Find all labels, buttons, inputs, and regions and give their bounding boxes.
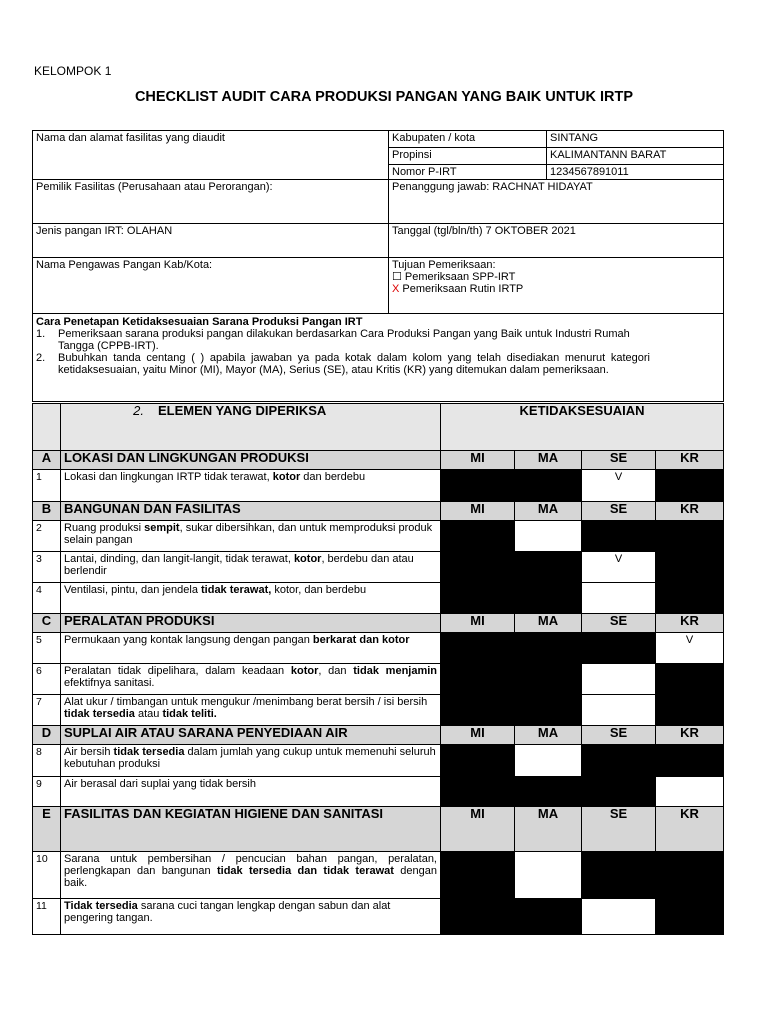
section-header: [33, 807, 724, 852]
item-text-bold: berkarat dan kotor: [312, 634, 410, 646]
cell-na: [441, 470, 515, 502]
item-text: [61, 470, 441, 502]
item-text-part: , sukar dibersihkan, dan untuk memproduksi produk selain pangan: [64, 522, 433, 546]
checklist-row: [33, 470, 724, 502]
item-text: [61, 899, 441, 935]
checklist-row: [33, 899, 724, 935]
col-kr: KR: [656, 726, 724, 745]
kabupaten-value[interactable]: SINTANG: [547, 131, 724, 148]
col-kr: KR: [656, 807, 724, 852]
col-kr: KR: [656, 451, 724, 470]
check-mark: V: [614, 471, 623, 483]
section-header: [33, 614, 724, 633]
header-elemen-label: ELEMEN YANG DIPERIKSA: [158, 403, 327, 418]
item-text-bold: tidak terawat,: [201, 584, 272, 596]
item-number: 3: [33, 552, 61, 583]
tujuan-label: Tujuan Pemeriksaan:: [392, 259, 496, 271]
item-number: 8: [33, 745, 61, 777]
facility-label-cell: [33, 131, 389, 180]
propinsi-value[interactable]: KALIMANTANN BARAT: [547, 148, 724, 165]
cara-item-2: [36, 352, 720, 376]
checklist-row: [33, 552, 724, 583]
item-text-bold: kotor: [290, 665, 319, 677]
col-mi: MI: [441, 451, 515, 470]
item-text: [61, 695, 441, 726]
col-ma: MA: [515, 614, 582, 633]
section-letter: B: [33, 502, 61, 521]
cell-na: [441, 521, 515, 552]
item-text: [61, 552, 441, 583]
cara-item-1-text: Pemeriksaan sarana produksi pangan dilakukan berdasarkan Cara Produksi Pangan yang Baik untuk Industri Rumah Tangga (CPPB-IRT).: [58, 328, 630, 352]
item-text-part: Ruang produksi: [64, 522, 145, 534]
cell-na: [515, 664, 582, 695]
cara-item-1-num: 1.: [36, 328, 46, 340]
item-text: [61, 852, 441, 899]
pirt-value[interactable]: 1234567891011: [547, 165, 724, 180]
cara-item-2-text: Bubuhkan tanda centang ( ) apabila jawaban ya pada kotak dalam kolom yang telah disediakan menurut kategori ketidaksesuaian, yaitu Minor (MI), Mayor (MA), Serius (SE), atau Kritis (KR) yang ditemukan dalam pemeriksaan.: [58, 352, 650, 376]
item-text-bold: tidak menjamin: [353, 665, 438, 677]
item-text-bold: Tidak tersedia: [64, 900, 138, 912]
item-number: 7: [33, 695, 61, 726]
section-title: BANGUNAN DAN FASILITAS: [61, 502, 441, 521]
checklist-table: [32, 403, 724, 935]
check-mark: V: [614, 553, 623, 565]
cell-na: [515, 470, 582, 502]
kabupaten-label: Kabupaten / kota: [389, 131, 547, 148]
cell-na: [656, 695, 724, 726]
cell-na: [441, 899, 515, 935]
checklist-row: [33, 664, 724, 695]
item-text: [61, 521, 441, 552]
facility-info-table: [32, 130, 724, 402]
item-text-part: Lokasi dan lingkungan IRTP tidak terawat,: [64, 471, 273, 483]
cara-item-2-num: 2.: [36, 352, 46, 364]
penanggung-jawab[interactable]: Penanggung jawab: RACHNAT HIDAYAT: [389, 180, 724, 224]
check-mark: V: [685, 634, 694, 646]
section-title: LOKASI DAN LINGKUNGAN PRODUKSI: [61, 451, 441, 470]
item-text-part: kotor, dan berdebu: [271, 584, 367, 596]
propinsi-label: Propinsi: [389, 148, 547, 165]
item-text-part: Permukaan yang kontak langsung dengan pangan: [64, 634, 313, 646]
tujuan-option-rutin-label: Pemeriksaan Rutin IRTP: [399, 283, 524, 295]
cell-na: [441, 552, 515, 583]
cell-na: [441, 852, 515, 899]
item-text-bold: tidak teliti.: [162, 708, 217, 720]
cell-na: [582, 633, 656, 664]
section-title: PERALATAN PRODUKSI: [61, 614, 441, 633]
cara-penetapan: [33, 314, 724, 402]
section-letter: A: [33, 451, 61, 470]
item-text-part: Peralatan tidak dipelihara, dalam keadaan: [64, 665, 291, 677]
item-text-bold: tidak tersedia: [64, 708, 135, 720]
item-number: 6: [33, 664, 61, 695]
header-elemen: [61, 404, 441, 451]
col-mi: MI: [441, 726, 515, 745]
jenis-pangan[interactable]: Jenis pangan IRT: OLAHAN: [33, 224, 389, 258]
item-text: Air berasal dari suplai yang tidak bersih: [61, 777, 441, 807]
item-text-bold: tidak tersedia dan tidak terawat: [216, 865, 394, 877]
cell-na: [441, 633, 515, 664]
cell-na: [656, 852, 724, 899]
item-text-part: dengan baik.: [64, 865, 437, 889]
checklist-row: [33, 695, 724, 726]
item-text-part: Ventilasi, pintu, dan jendela: [64, 584, 201, 596]
cell-na: [515, 777, 582, 807]
tujuan-option-spp-label: Pemeriksaan SPP-IRT: [401, 271, 516, 283]
item-number: 4: [33, 583, 61, 614]
check-cell-ma[interactable]: [515, 852, 582, 899]
col-se: SE: [582, 451, 656, 470]
cell-na: [582, 852, 656, 899]
cell-na: [656, 552, 724, 583]
cell-na: [441, 664, 515, 695]
item-text-part: Air bersih: [64, 746, 114, 758]
cell-na: [515, 899, 582, 935]
cell-na: [515, 695, 582, 726]
check-cell-se[interactable]: [582, 470, 656, 502]
check-cell-kr[interactable]: [656, 633, 724, 664]
cell-na: [441, 695, 515, 726]
cell-na: [656, 899, 724, 935]
header-num: 2.: [133, 403, 144, 418]
check-cell-ma[interactable]: [515, 521, 582, 552]
section-letter: E: [33, 807, 61, 852]
check-cell-se[interactable]: [582, 583, 656, 614]
col-ma: MA: [515, 502, 582, 521]
pirt-label: Nomor P-IRT: [389, 165, 547, 180]
item-text-part: efektifnya sanitasi.: [64, 677, 155, 689]
col-mi: MI: [441, 502, 515, 521]
tanggal[interactable]: Tanggal (tgl/bln/th) 7 OKTOBER 2021: [389, 224, 724, 258]
item-text-part: dan berdebu: [300, 471, 366, 483]
item-text-bold: tidak tersedia: [113, 746, 185, 758]
page-title: CHECKLIST AUDIT CARA PRODUKSI PANGAN YANG BAIK UNTUK IRTP: [134, 89, 634, 105]
check-cell-se[interactable]: [582, 695, 656, 726]
checklist-row: [33, 633, 724, 664]
item-number: 10: [33, 852, 61, 899]
item-text-part: atau: [134, 708, 163, 720]
col-mi: MI: [441, 614, 515, 633]
item-text-part: , berdebu dan atau berlendir: [64, 553, 414, 577]
cell-na: [582, 777, 656, 807]
cell-na: [441, 583, 515, 614]
cell-na: [582, 521, 656, 552]
section-title: SUPLAI AIR ATAU SARANA PENYEDIAAN AIR: [61, 726, 441, 745]
checklist-row: [33, 583, 724, 614]
tujuan-option-rutin[interactable]: [392, 283, 720, 295]
section-letter: D: [33, 726, 61, 745]
tujuan-cell: [389, 258, 724, 314]
header-blank: [33, 404, 61, 451]
section-header: [33, 726, 724, 745]
item-text: [61, 664, 441, 695]
cell-na: [441, 777, 515, 807]
col-se: SE: [582, 726, 656, 745]
check-cell-kr[interactable]: [656, 777, 724, 807]
section-header: [33, 451, 724, 470]
cell-na: [515, 633, 582, 664]
item-number: 2: [33, 521, 61, 552]
header-ketidaksesuaian: KETIDAKSESUAIAN: [441, 404, 724, 451]
section-header: [33, 502, 724, 521]
cara-title: Cara Penetapan Ketidaksesuaian Sarana Produksi Pangan IRT: [36, 316, 363, 328]
item-text-part: Lantai, dinding, dan langit-langit, tidak terawat,: [64, 553, 294, 565]
check-cell-se[interactable]: [582, 552, 656, 583]
item-text-part: Alat ukur / timbangan untuk mengukur /menimbang berat bersih / isi bersih: [64, 696, 428, 708]
tujuan-option-spp[interactable]: [392, 271, 720, 283]
check-cell-ma[interactable]: [515, 745, 582, 777]
x-mark-icon[interactable]: X: [392, 283, 400, 295]
facility-label: Nama dan alamat fasilitas yang diaudit: [36, 132, 225, 144]
cara-item-1: [36, 328, 720, 352]
item-text-part: , dan: [318, 665, 354, 677]
item-text-bold: kotor: [293, 553, 322, 565]
checklist-row: [33, 852, 724, 899]
cell-na: [515, 552, 582, 583]
pengawas-label: Nama Pengawas Pangan Kab/Kota:: [33, 258, 389, 314]
cell-na: [656, 470, 724, 502]
col-se: SE: [582, 807, 656, 852]
check-cell-se[interactable]: [582, 899, 656, 935]
check-cell-se[interactable]: [582, 664, 656, 695]
item-text: [61, 633, 441, 664]
cell-na: [582, 745, 656, 777]
group-label: KELOMPOK 1: [34, 64, 112, 78]
cell-na: [656, 521, 724, 552]
col-ma: MA: [515, 807, 582, 852]
item-number: 11: [33, 899, 61, 935]
owner-label: Pemilik Fasilitas (Perusahaan atau Perorangan):: [33, 180, 389, 224]
item-text: [61, 745, 441, 777]
cell-na: [656, 583, 724, 614]
item-text: [61, 583, 441, 614]
cell-na: [656, 745, 724, 777]
checklist-row: [33, 521, 724, 552]
cell-na: [656, 664, 724, 695]
col-se: SE: [582, 614, 656, 633]
checkbox-icon[interactable]: ☐: [392, 271, 402, 283]
item-text-part: sarana cuci tangan lengkap dengan sabun dan alat pengering tangan.: [64, 900, 391, 924]
section-letter: C: [33, 614, 61, 633]
item-number: 9: [33, 777, 61, 807]
item-text-part: dalam jumlah yang cukup untuk memenuhi seluruh kebutuhan produksi: [64, 746, 436, 770]
cell-na: [515, 583, 582, 614]
item-text-bold: kotor: [272, 471, 301, 483]
cell-na: [441, 745, 515, 777]
item-number: 1: [33, 470, 61, 502]
col-kr: KR: [656, 614, 724, 633]
col-ma: MA: [515, 451, 582, 470]
checklist-row: [33, 777, 724, 807]
item-text-part: Sarana untuk pembersihan / pencucian bahan pangan, peralatan, perlengkapan dan bangunan: [64, 853, 437, 877]
section-title: FASILITAS DAN KEGIATAN HIGIENE DAN SANITASI: [61, 807, 441, 852]
col-se: SE: [582, 502, 656, 521]
item-text-bold: sempit: [144, 522, 180, 534]
col-ma: MA: [515, 726, 582, 745]
item-number: 5: [33, 633, 61, 664]
col-mi: MI: [441, 807, 515, 852]
checklist-row: [33, 745, 724, 777]
col-kr: KR: [656, 502, 724, 521]
